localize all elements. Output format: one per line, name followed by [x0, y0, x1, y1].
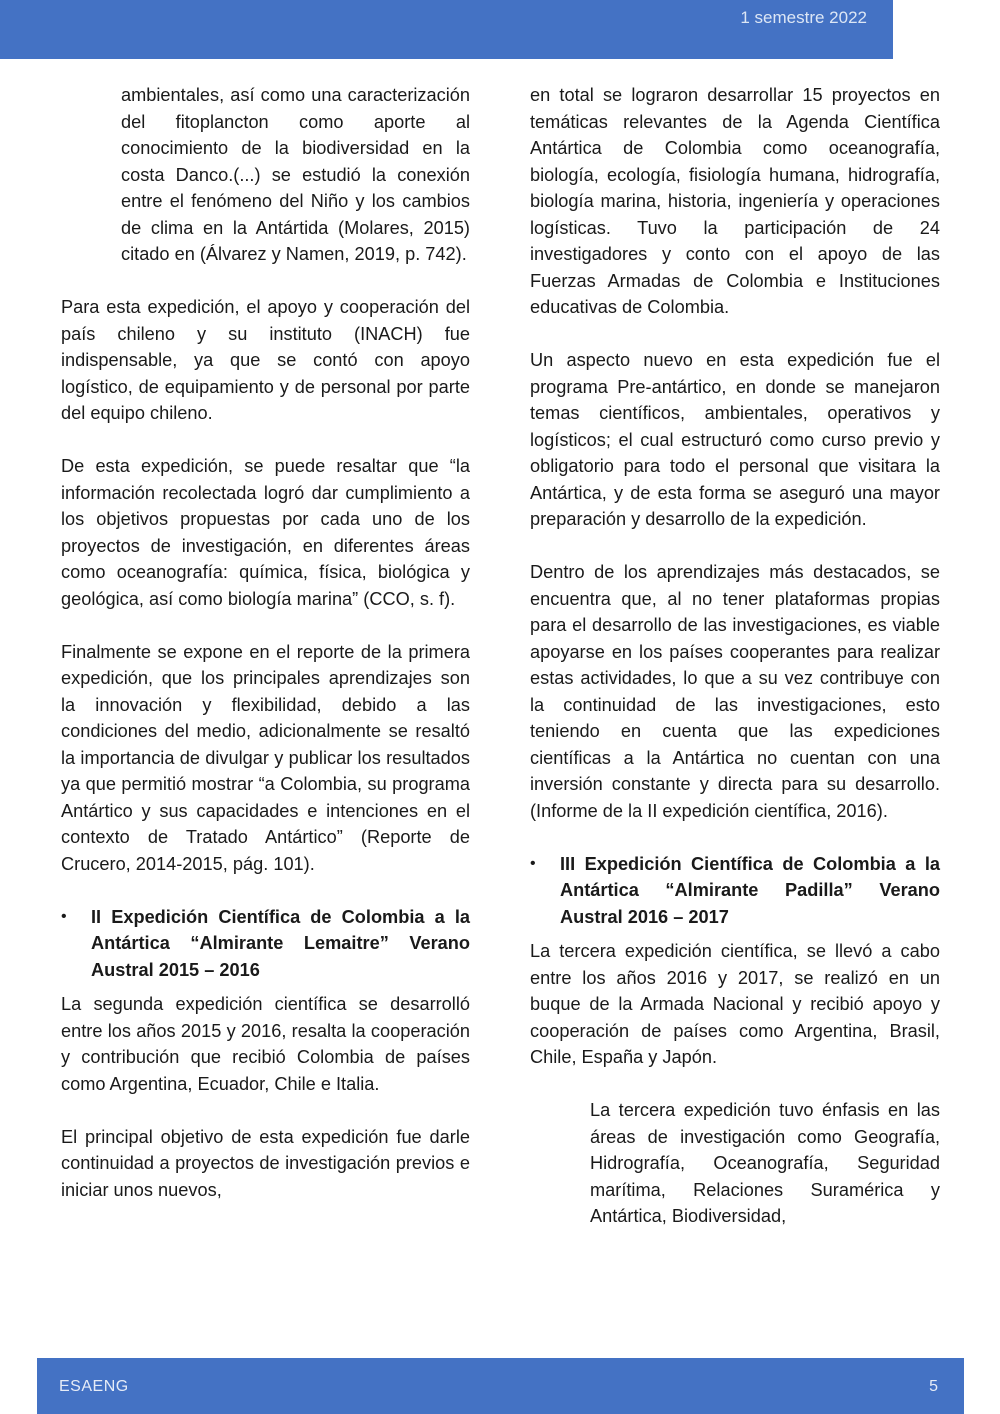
- paragraph: Para esta expedición, el apoyo y cooperación del país chileno y su instituto (INACH) fue indispensable, ya que se contó con apoyo logístico, de equipamiento y de personal por parte del equipo chileno.: [61, 297, 470, 423]
- paragraph: Un aspecto nuevo en esta expedición fue el programa Pre-antártico, en donde se manejaron temas científicos, ambientales, operativos y logísticos; el cual estructuró como curso previo y obligatorio para todo el personal que visitara la Antártica, y de esta forma se aseguró una mayor preparación y desarrollo de la expedición.: [530, 350, 940, 529]
- paragraph: El principal objetivo de esta expedición fue darle continuidad a proyectos de investigación previos e iniciar unos nuevos,: [61, 1126, 470, 1200]
- section-heading: [61, 904, 470, 984]
- block-quote: ambientales, así como una caracterización del fitoplancton como aporte al conocimiento de la biodiversidad en la costa Danco.(...) se estudió la conexión entre el fenómeno del Niño y los cambios de clima en la Antártida (Molares, 2015) citado en (Álvarez y Namen, 2019, p. 742).: [121, 85, 470, 264]
- page-number: 5: [929, 1378, 938, 1395]
- footer-bar: [37, 1358, 964, 1414]
- block-quote: La tercera expedición tuvo énfasis en las áreas de investigación como Geografía, Hidrografía, Oceanografía, Seguridad marítima, Relaciones Suramérica y Antártica, Biodiversidad,: [590, 1100, 940, 1226]
- header-bar: [0, 0, 893, 59]
- semester-label: 1 semestre 2022: [740, 8, 867, 27]
- paragraph: en total se lograron desarrollar 15 proyectos en temáticas relevantes de la Agenda Científica Antártica de Colombia como oceanografía, biología, ecología, fisiología humana, hidrografía, biología marina, historia, ingeniería y operaciones logísticas. Tuvo la participación de 24 investigadores y conto con el apoyo de las Fuerzas Armadas de Colombia e Instituciones educativas de Colombia.: [530, 85, 940, 317]
- bullet-icon: •: [61, 907, 67, 925]
- paragraph: La tercera expedición científica, se llevó a cabo entre los años 2016 y 2017, se realizó en un buque de la Armada Nacional y recibió apoyo y cooperación de países como Argentina, Brasil, Chile, España y Japón.: [530, 941, 940, 1067]
- right-column: [530, 82, 940, 1256]
- paragraph: De esta expedición, se puede resaltar que “la información recolectada logró dar cumplimiento a los objetivos propuestas por cada uno de los proyectos de investigación, en diferentes áreas como oceanografía: química, física, biológica y geológica, así como biología marina” (CCO, s. f).: [61, 456, 470, 609]
- section-heading-text: II Expedición Científica de Colombia a la Antártica “Almirante Lemaitre” Verano Austral 2015 – 2016: [91, 906, 470, 980]
- footer-org: ESAENG: [59, 1378, 129, 1395]
- bullet-icon: •: [530, 854, 536, 872]
- paragraph: Finalmente se expone en el reporte de la primera expedición, que los principales aprendizajes son la innovación y flexibilidad, debido a las condiciones del medio, adicionalmente se resaltó la importancia de divulgar y publicar los resultados ya que permitió mostrar “a Colombia, su programa Antártico y sus capacidades e intenciones en el contexto de Tratado Antártico” (Reporte de Crucero, 2014-2015, pág. 101).: [61, 641, 470, 874]
- paragraph: Dentro de los aprendizajes más destacados, se encuentra que, al no tener plataformas propias para el desarrollo de las investigaciones, es viable apoyarse en los países cooperantes para realizar estas actividades, lo que a su vez contribuye con la continuidad de las investigaciones, esto teniendo en cuenta que las expediciones científicas a la Antártica no cuentan con una inversión constante y directa para su desarrollo. (Informe de la II expedición científica, 2016).: [530, 562, 940, 821]
- section-heading-text: III Expedición Científica de Colombia a la Antártica “Almirante Padilla” Verano Austral 2016 – 2017: [560, 853, 940, 927]
- paragraph: La segunda expedición científica se desarrolló entre los años 2015 y 2016, resalta la cooperación y contribución que recibió Colombia de países como Argentina, Ecuador, Chile e Italia.: [61, 994, 470, 1094]
- left-column: [61, 82, 470, 1230]
- section-heading: [530, 851, 940, 931]
